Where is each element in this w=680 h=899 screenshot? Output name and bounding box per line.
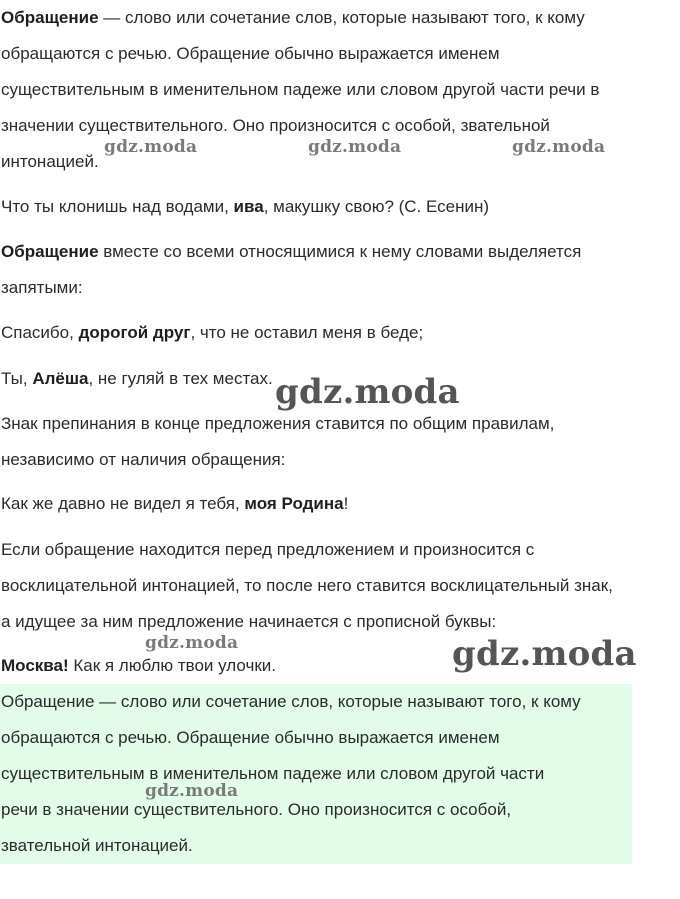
- answer-line-4: речи в значении существительного. Оно произносится с особой,: [1, 800, 512, 819]
- para-exclamation-line-2: восклицательной интонацией, то после него ставится восклицательный знак,: [1, 576, 613, 595]
- term-bold: Обращение: [1, 8, 99, 27]
- watermark: gdz.moda: [145, 781, 239, 801]
- watermark: gdz.moda: [104, 137, 198, 157]
- para-exclamation-line-3: а идущее за ним предложение начинается с прописной буквы:: [1, 612, 497, 631]
- example-3: Ты, Алёша, не гуляй в тех местах.: [1, 369, 273, 388]
- answer-line-5: звательной интонацией.: [1, 836, 193, 855]
- watermark: gdz.moda: [275, 372, 460, 412]
- para-punctuation-line-1: Обращение вместе со всеми относящимися к нему словами выделяется: [1, 242, 582, 261]
- para-definition-line-4: значении существительного. Оно произносится с особой, звательной: [1, 116, 550, 135]
- para-definition-line-5: интонацией.: [1, 152, 99, 171]
- watermark: gdz.moda: [452, 634, 637, 674]
- watermark: gdz.moda: [308, 137, 402, 157]
- example-5: Москва! Как я люблю твои улочки.: [1, 656, 276, 675]
- example-2: Спасибо, дорогой друг, что не оставил меня в беде;: [1, 323, 424, 342]
- answer-line-1: Обращение — слово или сочетание слов, которые называют того, к кому: [1, 692, 581, 711]
- watermark: gdz.moda: [512, 137, 606, 157]
- para-definition-line-1: Обращение — слово или сочетание слов, которые называют того, к кому: [1, 8, 585, 27]
- para-definition-line-3: существительным в именительном падеже или словом другой части речи в: [1, 80, 600, 99]
- para-punctuation-line-2: запятыми:: [1, 278, 83, 297]
- para-definition-line-2: обращаются с речью. Обращение обычно выражается именем: [1, 44, 500, 63]
- answer-line-2: обращаются с речью. Обращение обычно выражается именем: [1, 728, 500, 747]
- para-exclamation-line-1: Если обращение находится перед предложением и произносится с: [1, 540, 535, 559]
- watermark: gdz.moda: [145, 633, 239, 653]
- answer-line-3: существительным в именительном падеже или словом другой части: [1, 764, 545, 783]
- example-1: Что ты клонишь над водами, ива, макушку свою? (С. Есенин): [1, 197, 490, 216]
- para-end-mark-line-2: независимо от наличия обращения:: [1, 450, 286, 469]
- example-4: Как же давно не видел я тебя, моя Родина!: [1, 494, 349, 513]
- para-end-mark-line-1: Знак препинания в конце предложения ставится по общим правилам,: [1, 414, 555, 433]
